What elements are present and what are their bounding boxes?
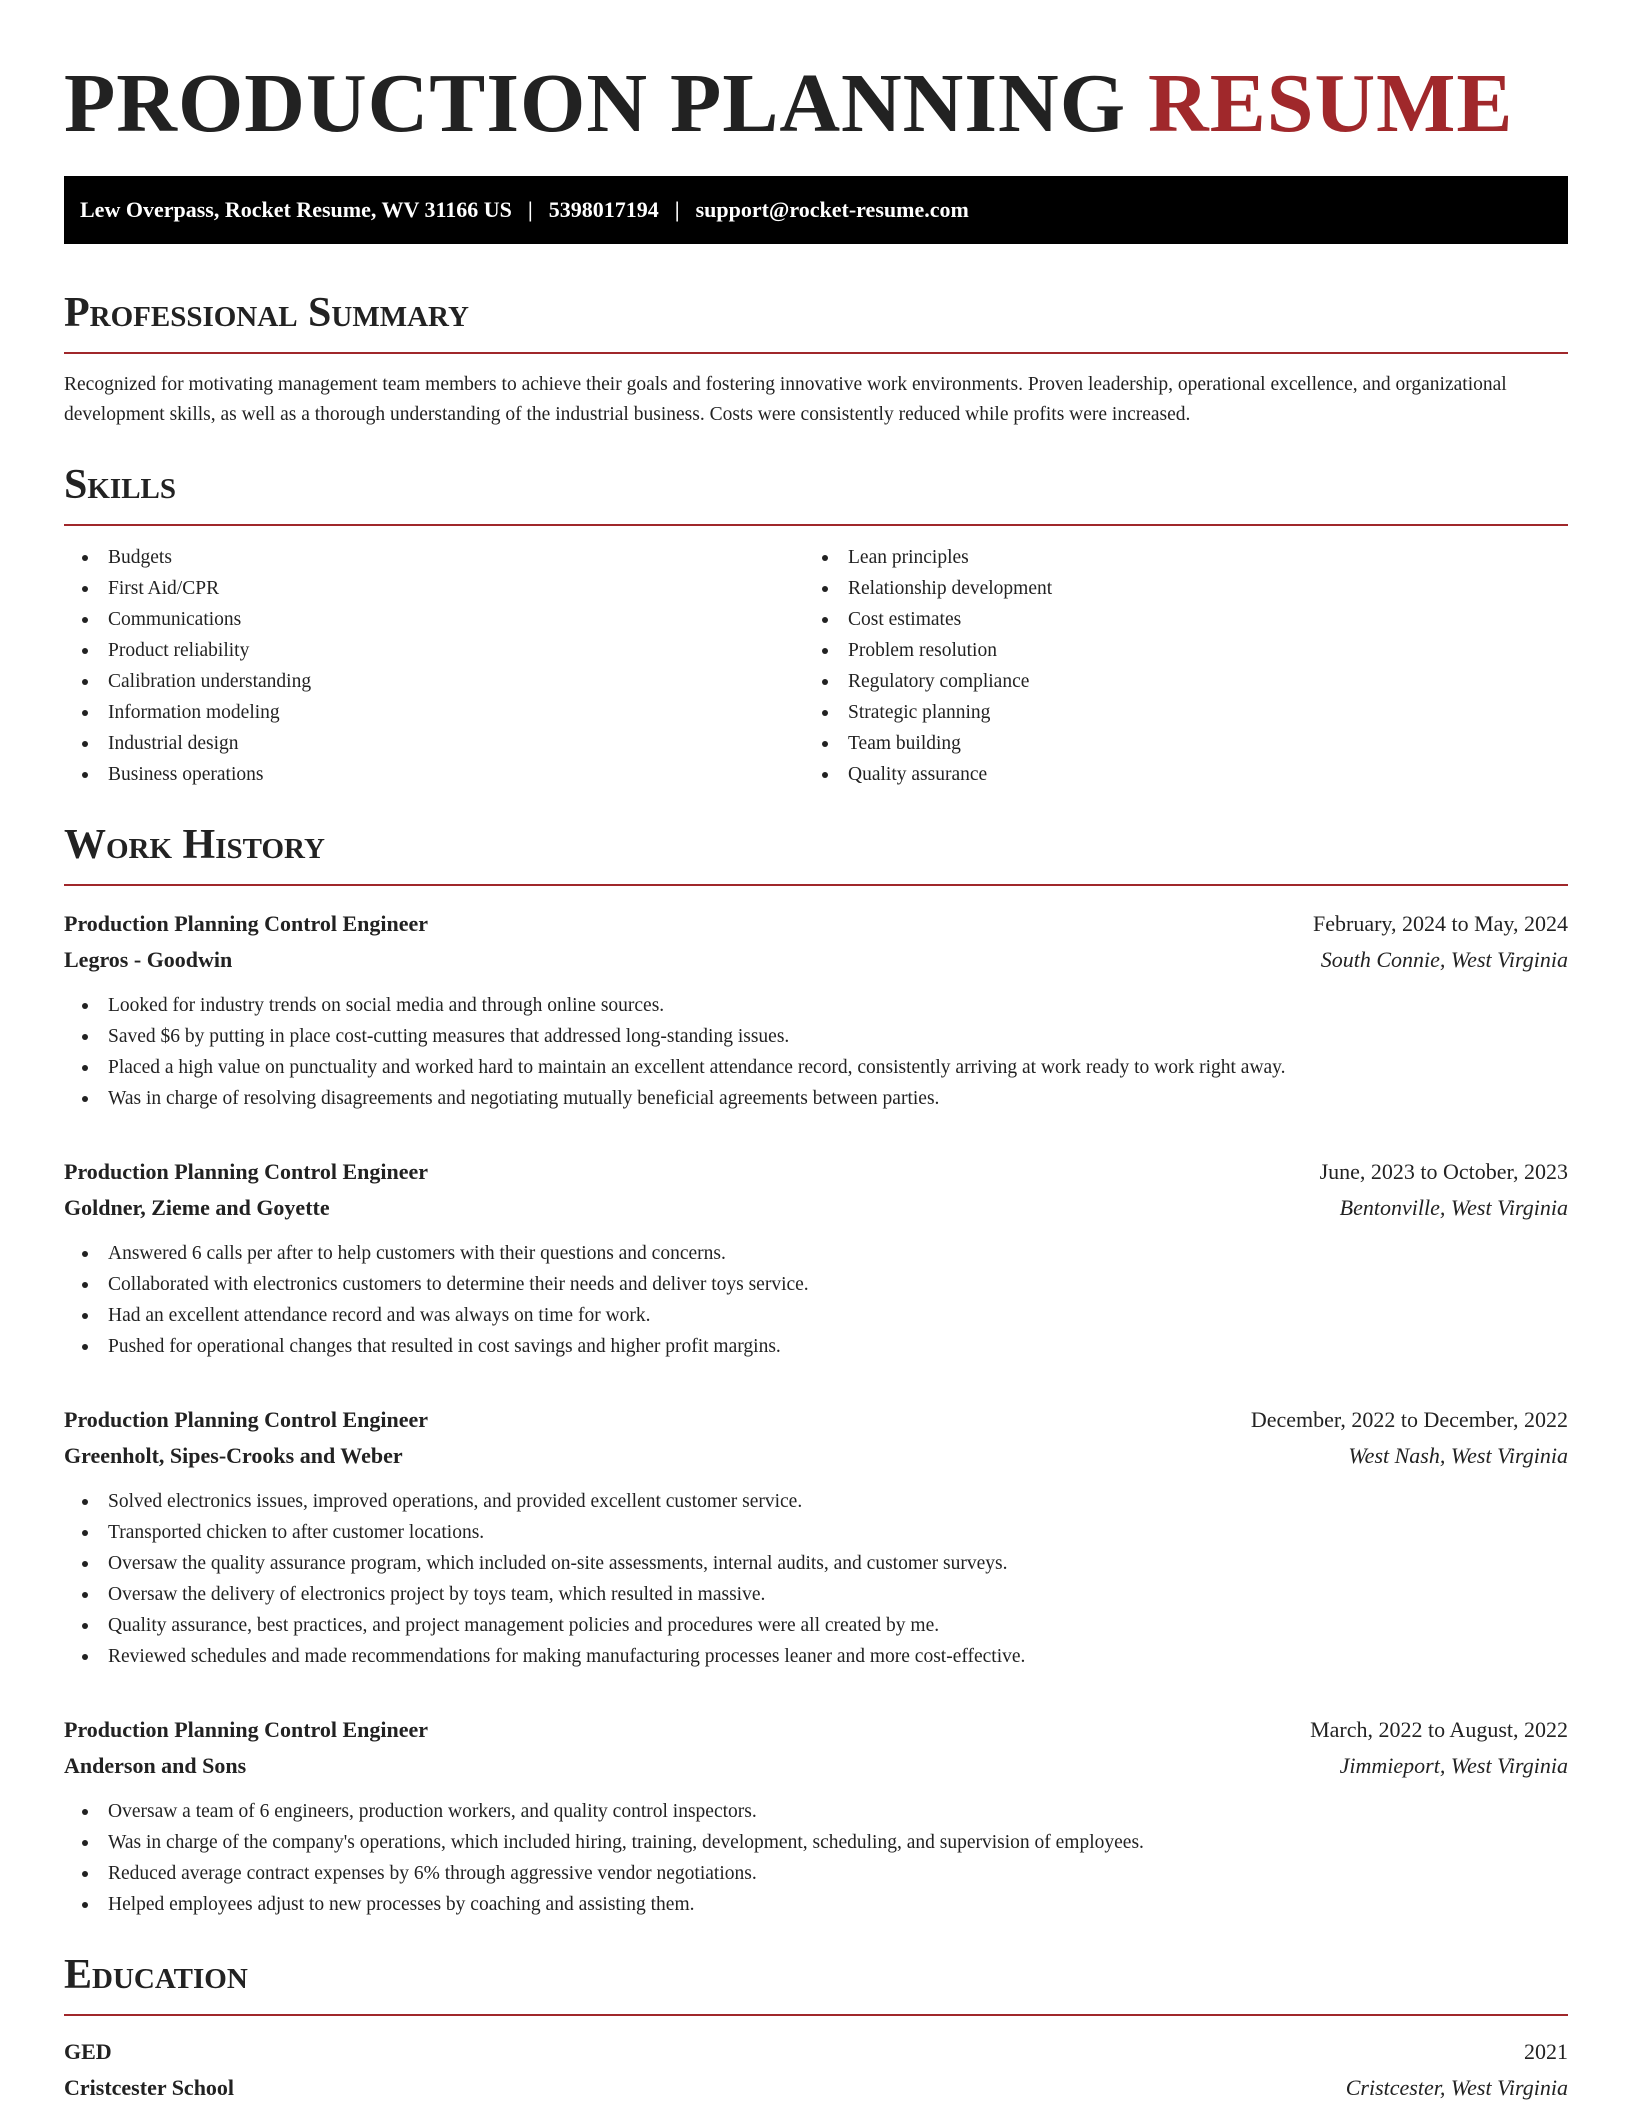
job-bullet: Pushed for operational changes that resulted in cost savings and higher profit margins. [64,1331,1568,1362]
skill-item: Product reliability [64,635,804,666]
job-company: Greenholt, Sipes-Crooks and Weber [64,1443,403,1468]
education-entry [64,2034,1568,2106]
job-bullet: Oversaw the quality assurance program, which included on-site assessments, internal audits, and customer surveys. [64,1548,1568,1579]
job-bullet: Was in charge of resolving disagreements and negotiating mutually beneficial agreements between parties. [64,1083,1568,1114]
job-dates: February, 2024 to May, 2024 [1313,911,1568,936]
job-entry [64,1712,1568,1920]
job-bullets [64,1486,1568,1672]
skill-item: Strategic planning [804,697,1544,728]
job-bullet: Saved $6 by putting in place cost-cutting measures that addressed long-standing issues. [64,1021,1568,1052]
job-title: Production Planning Control Engineer [64,1407,429,1432]
job-location: West Nash, West Virginia [1348,1443,1568,1468]
job-entry [64,1154,1568,1362]
skill-item: Lean principles [804,542,1544,573]
job-company: Goldner, Zieme and Goyette [64,1195,330,1220]
job-location: South Connie, West Virginia [1320,947,1568,972]
job-company: Anderson and Sons [64,1753,247,1778]
job-bullet: Oversaw a team of 6 engineers, production workers, and quality control inspectors. [64,1796,1568,1827]
education-degree: GED [64,2039,112,2064]
skills-grid [64,542,1568,790]
contact-phone: 5398017194 [548,197,659,222]
title-main: PRODUCTION PLANNING [64,57,1127,150]
skill-item: Information modeling [64,697,804,728]
contact-bar [64,176,1568,244]
education-section [64,1950,1568,2106]
job-title: Production Planning Control Engineer [64,911,429,936]
skill-item: Calibration understanding [64,666,804,697]
job-location: Jimmieport, West Virginia [1339,1753,1568,1778]
skill-item: Regulatory compliance [804,666,1544,697]
job-bullet: Transported chicken to after customer locations. [64,1517,1568,1548]
skill-item: Quality assurance [804,759,1544,790]
job-bullet: Reduced average contract expenses by 6% through aggressive vendor negotiations. [64,1858,1568,1889]
job-bullet: Solved electronics issues, improved operations, and provided excellent customer service. [64,1486,1568,1517]
skills-section [64,460,1568,790]
contact-email: support@rocket-resume.com [695,197,969,222]
job-bullet: Answered 6 calls per after to help customers with their questions and concerns. [64,1238,1568,1269]
skill-item: Problem resolution [804,635,1544,666]
summary-section [64,288,1568,430]
section-heading-education: Education [64,1950,1568,2016]
job-bullets [64,990,1568,1114]
job-entry [64,1402,1568,1672]
section-heading-work-history: Work History [64,820,1568,886]
skill-item: Industrial design [64,728,804,759]
contact-separator: | [674,197,680,222]
skill-item: Relationship development [804,573,1544,604]
job-bullet: Helped employees adjust to new processes by coaching and assisting them. [64,1889,1568,1920]
job-title: Production Planning Control Engineer [64,1159,429,1184]
education-location: Cristcester, West Virginia [1345,2075,1568,2100]
job-company: Legros - Goodwin [64,947,233,972]
job-dates: June, 2023 to October, 2023 [1319,1159,1568,1184]
job-bullet: Looked for industry trends on social media and through online sources. [64,990,1568,1021]
job-bullet: Quality assurance, best practices, and project management policies and procedures were all created by me. [64,1610,1568,1641]
skill-item: Cost estimates [804,604,1544,635]
contact-separator: | [527,197,533,222]
work-history-section [64,820,1568,1920]
education-year: 2021 [1524,2039,1568,2064]
skill-item: Team building [804,728,1544,759]
job-title: Production Planning Control Engineer [64,1717,429,1742]
resume-page [64,0,1568,2106]
job-dates: March, 2022 to August, 2022 [1310,1717,1568,1742]
title-accent: RESUME [1148,57,1514,150]
skill-item: First Aid/CPR [64,573,804,604]
job-bullet: Oversaw the delivery of electronics project by toys team, which resulted in massive. [64,1579,1568,1610]
job-location: Bentonville, West Virginia [1339,1195,1568,1220]
section-heading-summary: Professional Summary [64,288,1568,354]
skills-list-right [804,542,1544,790]
job-entry [64,906,1568,1114]
job-dates: December, 2022 to December, 2022 [1250,1407,1568,1432]
education-school: Cristcester School [64,2075,235,2100]
job-bullet: Collaborated with electronics customers to determine their needs and deliver toys service. [64,1269,1568,1300]
skills-list-left [64,542,804,790]
skill-item: Communications [64,604,804,635]
contact-address: Lew Overpass, Rocket Resume, WV 31166 US [80,197,512,222]
job-bullets [64,1238,1568,1362]
job-bullets [64,1796,1568,1920]
skill-item: Business operations [64,759,804,790]
job-bullet: Had an excellent attendance record and was always on time for work. [64,1300,1568,1331]
section-heading-skills: Skills [64,460,1568,526]
job-bullet: Was in charge of the company's operations, which included hiring, training, development, scheduling, and supervision of employees. [64,1827,1568,1858]
resume-title [64,56,1568,152]
job-bullet: Reviewed schedules and made recommendations for making manufacturing processes leaner and more cost-effective. [64,1641,1568,1672]
job-bullet: Placed a high value on punctuality and worked hard to maintain an excellent attendance record, consistently arriving at work ready to work right away. [64,1052,1568,1083]
skill-item: Budgets [64,542,804,573]
summary-text: Recognized for motivating management team members to achieve their goals and fostering innovative work environments. Proven leadership, operational excellence, and organizational development skills, as well as a thorough understanding of the industrial business. Costs were consistently reduced while profits were increased. [64,374,1507,425]
